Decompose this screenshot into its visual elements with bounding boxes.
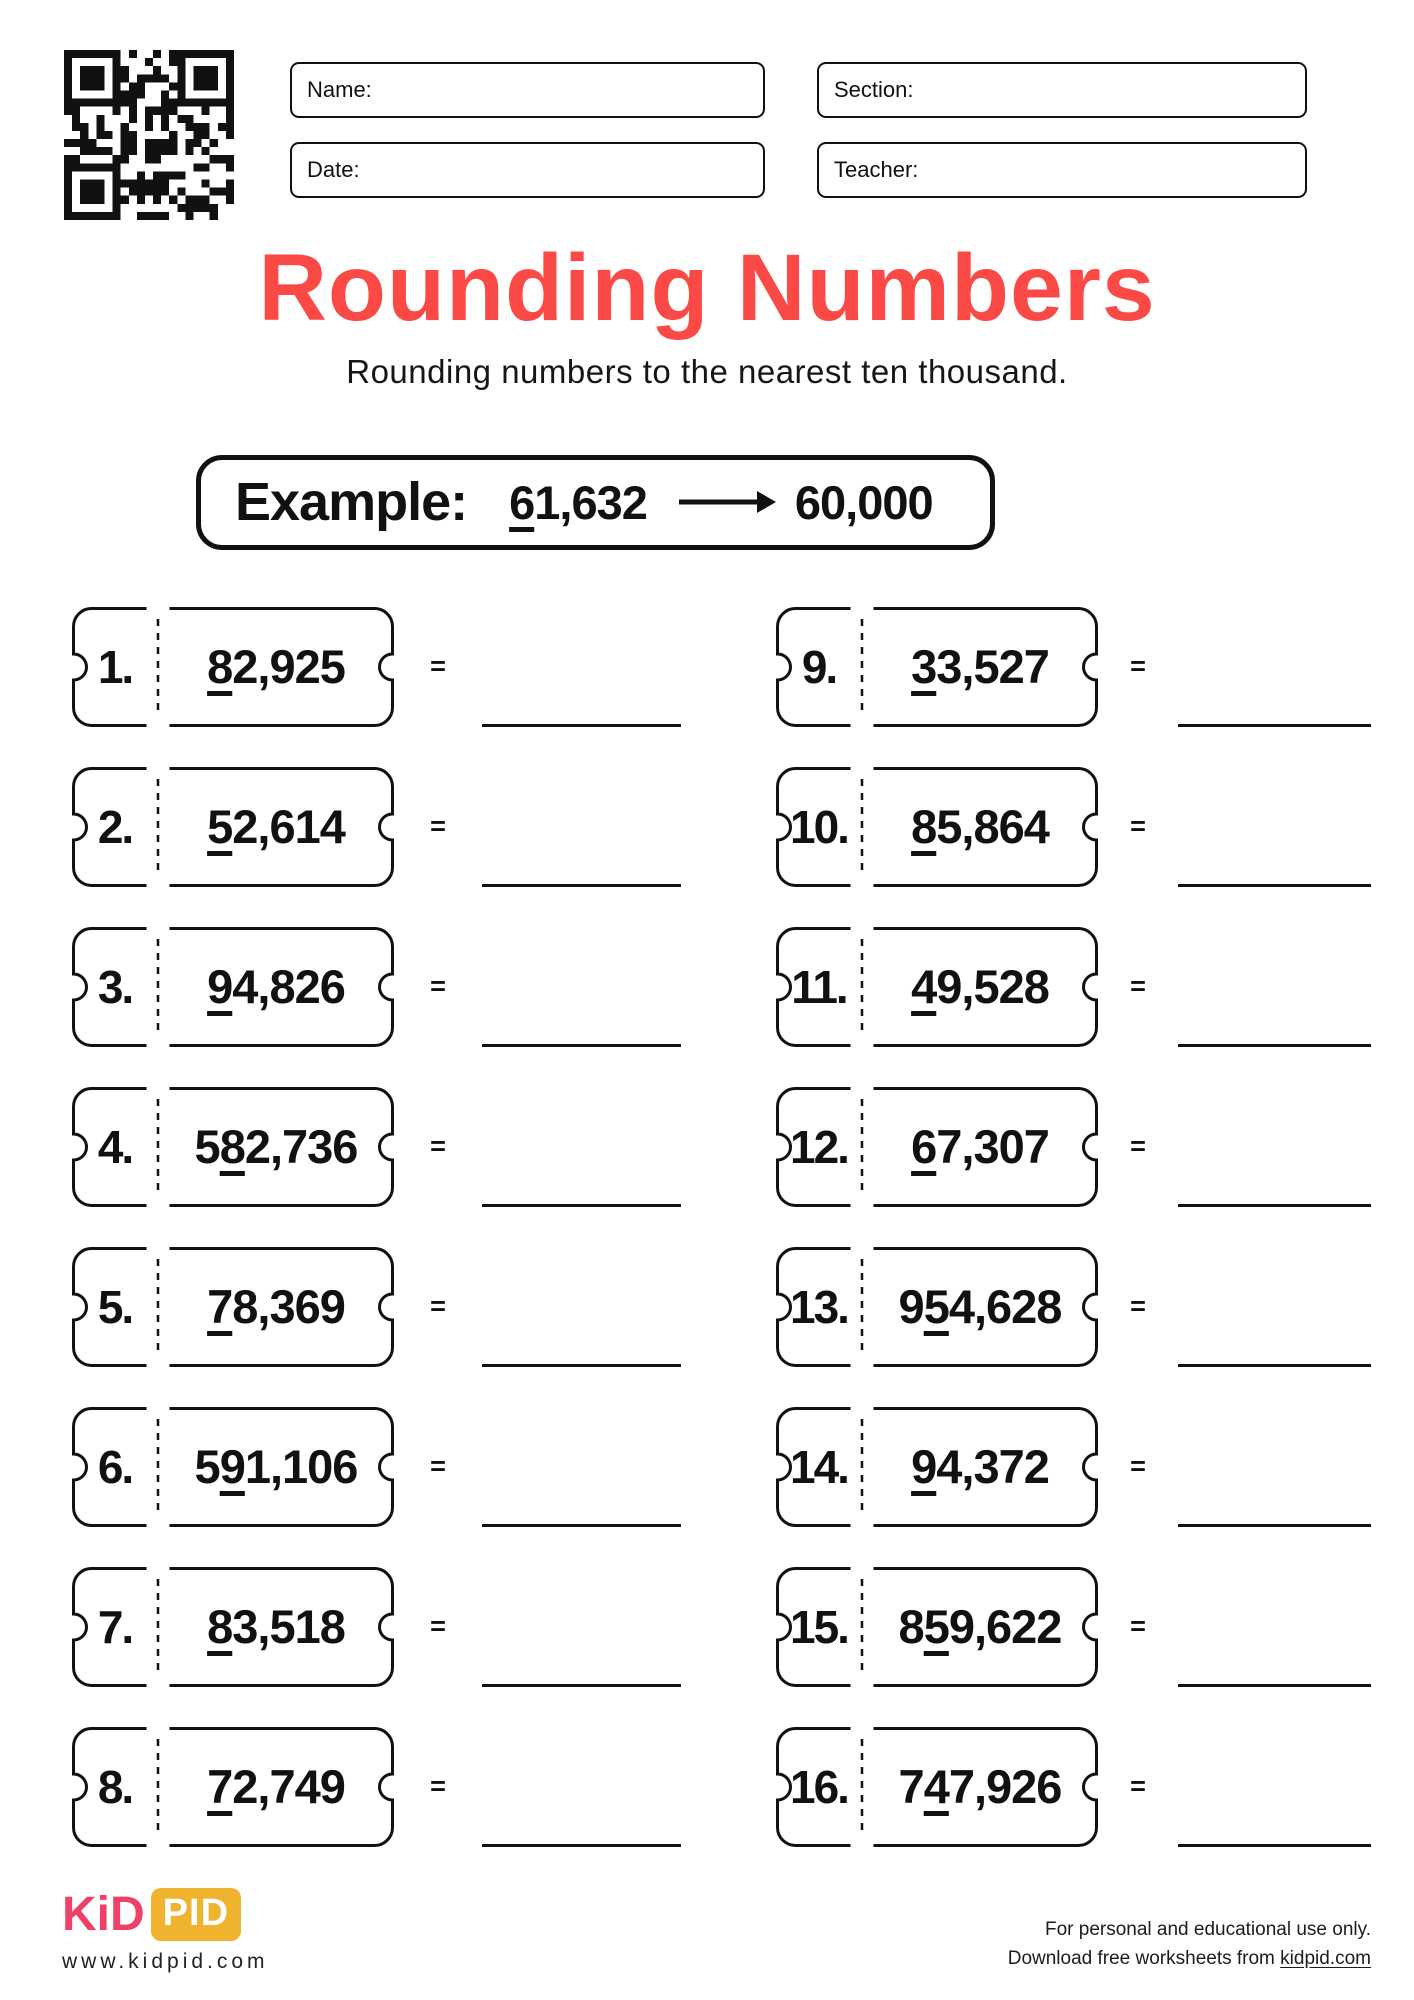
problem-value: 3 3,527	[911, 640, 1049, 693]
underlined-digit: 7	[207, 1280, 233, 1333]
problem-ticket	[72, 607, 394, 727]
problems-grid	[72, 607, 1414, 1847]
problem-value: 5 2,614	[207, 800, 345, 853]
answer-line[interactable]	[1178, 1567, 1371, 1687]
problem-cell	[72, 1247, 681, 1367]
problem-cell	[72, 1087, 681, 1207]
answer-line[interactable]	[482, 1407, 681, 1527]
header-fields	[290, 62, 1307, 220]
problem-value: 8 5 9,622	[898, 1600, 1062, 1653]
problem-ticket	[72, 1727, 394, 1847]
answer-line[interactable]	[482, 1727, 681, 1847]
underlined-digit: 8	[207, 1600, 233, 1653]
right-arrow-icon	[677, 489, 777, 515]
problem-number: 3.	[97, 960, 133, 1013]
problem-cell	[72, 1727, 681, 1847]
problem-value: 8 3,518	[207, 1600, 345, 1653]
example-result: 60,000	[794, 475, 933, 529]
problem-cell	[776, 1247, 1371, 1367]
problem-number: 6.	[97, 1440, 133, 1493]
problem-ticket	[776, 1727, 1098, 1847]
date-field[interactable]	[290, 142, 765, 198]
kidpid-logo	[62, 1887, 269, 1942]
problem-value: 5 8 2,736	[194, 1120, 358, 1173]
problem-number: 12.	[790, 1120, 848, 1173]
equals-sign: =	[1130, 811, 1146, 841]
problem-value: 7 2,749	[207, 1760, 345, 1813]
underlined-digit: 8	[911, 800, 937, 853]
underlined-digit: 6	[911, 1120, 937, 1173]
problem-number: 11.	[791, 960, 847, 1013]
problem-number: 5.	[97, 1280, 133, 1333]
equals-sign: =	[430, 811, 446, 841]
underlined-digit: 5	[923, 1280, 949, 1333]
problem-cell	[72, 927, 681, 1047]
problem-ticket	[72, 1407, 394, 1527]
date-label: Date:	[307, 157, 360, 182]
problem-value: 9 4,372	[911, 1440, 1049, 1493]
section-field[interactable]	[817, 62, 1307, 118]
brand-block	[62, 1887, 269, 1974]
problem-ticket	[72, 1247, 394, 1367]
problem-cell	[72, 1407, 681, 1527]
problem-ticket	[776, 1407, 1098, 1527]
equals-sign: =	[430, 1291, 446, 1321]
problem-cell	[776, 1727, 1371, 1847]
problem-ticket	[72, 1087, 394, 1207]
teacher-label: Teacher:	[834, 157, 919, 182]
answer-line[interactable]	[1178, 1247, 1371, 1367]
logo-kid-text: KiD	[62, 1887, 145, 1941]
answer-line[interactable]	[1178, 607, 1371, 727]
example-label: Example:	[235, 472, 468, 532]
underlined-digit: 5	[923, 1600, 949, 1653]
kidpid-link[interactable]: kidpid.com	[1280, 1948, 1371, 1970]
underlined-digit: 7	[207, 1760, 233, 1813]
equals-sign: =	[1130, 1131, 1146, 1161]
problem-number: 4.	[97, 1120, 133, 1173]
problem-value: 7 4 7,926	[898, 1760, 1062, 1813]
equals-sign: =	[430, 1131, 446, 1161]
problem-ticket	[776, 1247, 1098, 1367]
qr-code-image	[64, 50, 234, 220]
problem-value: 6 7,307	[911, 1120, 1049, 1173]
equals-sign: =	[430, 1611, 446, 1641]
answer-line[interactable]	[1178, 927, 1371, 1047]
problem-ticket	[776, 1087, 1098, 1207]
answer-line[interactable]	[1178, 767, 1371, 887]
problem-ticket	[72, 927, 394, 1047]
subtitle: Rounding numbers to the nearest ten thousand.	[346, 352, 1068, 390]
example-underlined-digit: 6	[509, 475, 535, 529]
page-title: Rounding Numbers	[258, 235, 1156, 341]
underlined-digit: 9	[911, 1440, 937, 1493]
problem-number: 13.	[790, 1280, 848, 1333]
equals-sign: =	[1130, 1291, 1146, 1321]
problem-cell	[72, 767, 681, 887]
site-url: www.kidpid.com	[62, 1949, 269, 1973]
underlined-digit: 8	[207, 640, 233, 693]
example-box	[196, 455, 995, 550]
problem-cell	[776, 927, 1371, 1047]
usage-note-line1: For personal and educational use only.	[1044, 1918, 1371, 1940]
problem-number: 8.	[97, 1760, 133, 1813]
problem-number: 14.	[790, 1440, 848, 1493]
equals-sign: =	[1130, 1451, 1146, 1481]
problem-value: 9 4,826	[207, 960, 345, 1013]
underlined-digit: 4	[923, 1760, 949, 1813]
equals-sign: =	[430, 971, 446, 1001]
answer-line[interactable]	[482, 927, 681, 1047]
problem-number: 16.	[790, 1760, 848, 1813]
problem-cell	[776, 767, 1371, 887]
answer-line[interactable]	[1178, 1087, 1371, 1207]
usage-note-line2: Download free worksheets from kidpid.com	[1007, 1948, 1371, 1970]
answer-line[interactable]	[1178, 1407, 1371, 1527]
usage-note	[1008, 1915, 1371, 1974]
problem-cell	[776, 1567, 1371, 1687]
equals-sign: =	[1130, 1611, 1146, 1641]
problem-cell	[776, 1087, 1371, 1207]
footer	[62, 1887, 1371, 1974]
problem-ticket	[776, 927, 1098, 1047]
problem-cell	[776, 607, 1371, 727]
equals-sign: =	[1130, 651, 1146, 681]
underlined-digit: 5	[207, 800, 233, 853]
problem-number: 10.	[790, 800, 848, 853]
underlined-digit: 9	[219, 1440, 245, 1493]
name-label: Name:	[307, 77, 372, 102]
logo-pid-badge: PID	[151, 1888, 241, 1941]
section-label: Section:	[834, 77, 914, 102]
problem-ticket	[72, 1567, 394, 1687]
problem-cell	[72, 607, 681, 727]
problem-ticket	[776, 607, 1098, 727]
equals-sign: =	[1130, 1771, 1146, 1801]
underlined-digit: 9	[207, 960, 233, 1013]
problem-value: 4 9,528	[911, 960, 1049, 1013]
underlined-digit: 4	[911, 960, 937, 1013]
problem-value: 7 8,369	[207, 1280, 345, 1333]
equals-sign: =	[430, 1451, 446, 1481]
equals-sign: =	[1130, 971, 1146, 1001]
name-field[interactable]	[290, 62, 765, 118]
problem-number: 9.	[801, 640, 837, 693]
qr-code	[64, 50, 234, 220]
answer-line[interactable]	[482, 767, 681, 887]
problem-cell	[776, 1407, 1371, 1527]
answer-line[interactable]	[482, 1567, 681, 1687]
underlined-digit: 8	[219, 1120, 245, 1173]
header	[0, 0, 1414, 220]
problem-value: 8 5,864	[911, 800, 1049, 853]
problem-number: 7.	[97, 1600, 133, 1653]
problem-value: 9 5 4,628	[898, 1280, 1062, 1333]
example-number: 61,632	[509, 475, 647, 529]
equals-sign: =	[430, 651, 446, 681]
problem-value: 5 9 1,106	[194, 1440, 358, 1493]
problem-ticket	[776, 767, 1098, 887]
problem-cell	[72, 1567, 681, 1687]
underlined-digit: 3	[911, 640, 937, 693]
answer-line[interactable]	[482, 1087, 681, 1207]
problem-number: 15.	[790, 1600, 848, 1653]
answer-line[interactable]	[482, 1247, 681, 1367]
teacher-field[interactable]	[817, 142, 1307, 198]
problem-ticket	[776, 1567, 1098, 1687]
problem-number: 1.	[97, 640, 133, 693]
answer-line[interactable]	[482, 607, 681, 727]
problem-value: 8 2,925	[207, 640, 345, 693]
answer-line[interactable]	[1178, 1727, 1371, 1847]
problem-number: 2.	[97, 800, 133, 853]
problem-ticket	[72, 767, 394, 887]
equals-sign: =	[430, 1771, 446, 1801]
